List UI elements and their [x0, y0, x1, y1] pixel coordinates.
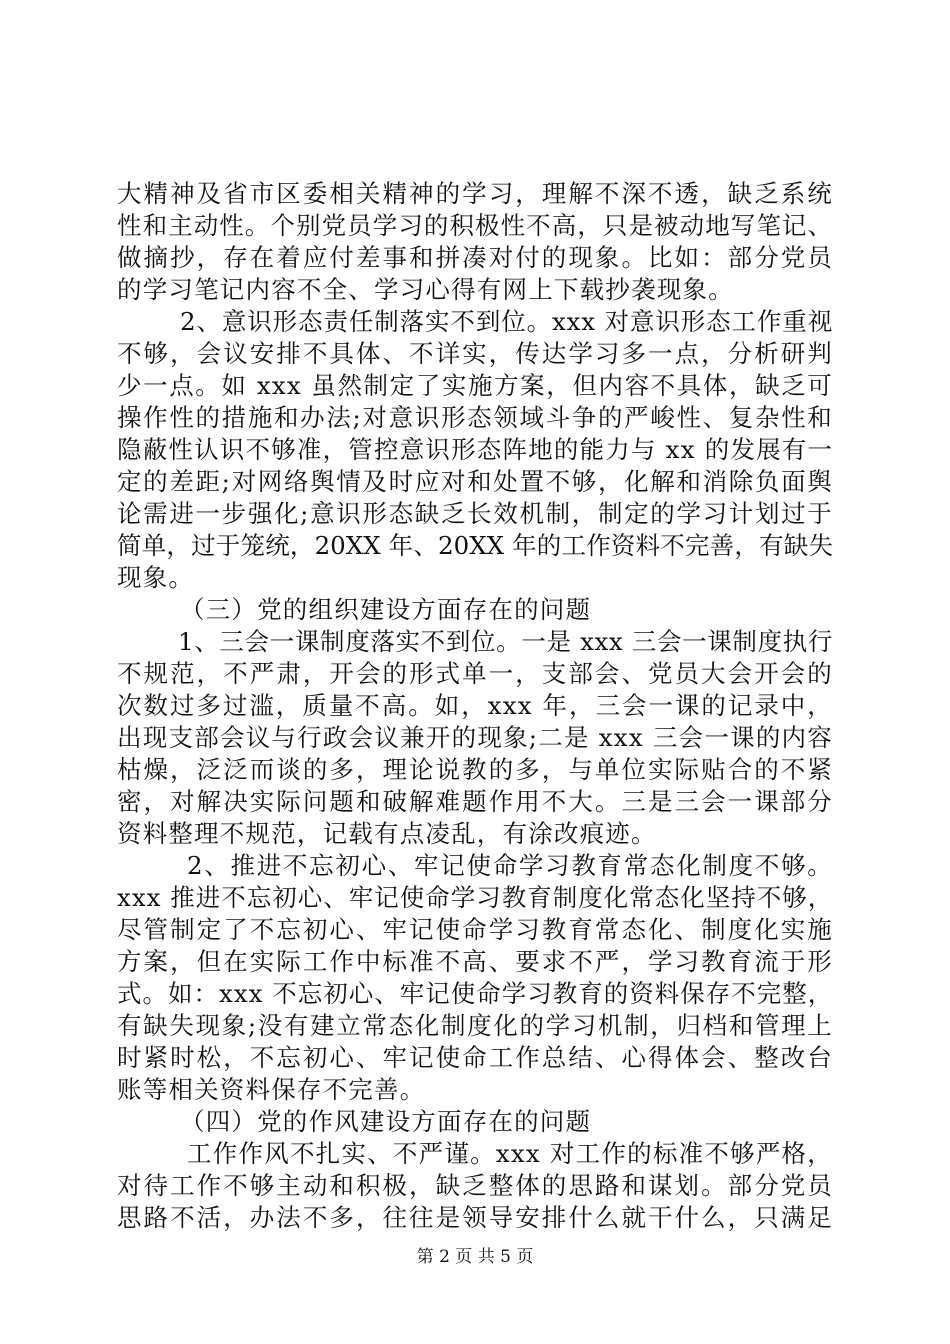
- body-text-line: 密，对解决实际问题和破解难题作用不大。三是三会一课部分: [117, 787, 833, 816]
- body-text-line: 方案，但在实际工作中标准不高、要求不严，学习教育流于形: [117, 947, 833, 976]
- body-text-line: 操作性的措施和办法;对意识形态领域斗争的严峻性、复杂性和: [117, 403, 833, 432]
- paragraph-first-line: 2、推进不忘初心、牢记使命学习教育常态化制度不够。: [187, 851, 833, 880]
- body-text-line: 简单，过于笼统，20XX 年、20XX 年的工作资料不完善，有缺失: [117, 531, 833, 560]
- paragraph-first-line: 2、意识形态责任制落实不到位。xxx 对意识形态工作重视: [180, 307, 833, 336]
- body-text-line: 论需进一步强化;意识形态缺乏长效机制，制定的学习计划过于: [117, 499, 833, 528]
- body-text-line: 时紧时松，不忘初心、牢记使命工作总结、心得体会、整改台: [117, 1043, 833, 1072]
- body-text-line: 账等相关资料保存不完善。: [117, 1075, 426, 1104]
- body-text-line: 资料整理不规范，记载有点凌乱，有涂改痕迹。: [117, 819, 657, 848]
- body-text-line: 枯燥，泛泛而谈的多，理论说教的多，与单位实际贴合的不紧: [117, 755, 833, 784]
- paragraph-first-line: 工作作风不扎实、不严谨。xxx 对工作的标准不够严格，: [187, 1139, 833, 1168]
- page-number-footer: 第 2 页 共 5 页: [416, 1247, 534, 1267]
- body-text-line: 现象。: [117, 563, 195, 592]
- section-heading: （三）党的组织建设方面存在的问题: [180, 595, 592, 624]
- body-text-line: 不够，会议安排不具体、不详实，传达学习多一点，分析研判: [117, 339, 833, 368]
- body-text-line: 大精神及省市区委相关精神的学习，理解不深不透，缺乏系统: [117, 179, 833, 208]
- body-text-line: 隐蔽性认识不够准，管控意识形态阵地的能力与 xx 的发展有一: [117, 435, 834, 464]
- body-text-line: 尽管制定了不忘初心、牢记使命学习教育常态化、制度化实施: [117, 915, 833, 944]
- body-text-line: 式。如：xxx 不忘初心、牢记使命学习教育的资料保存不完整，: [117, 979, 834, 1008]
- body-text-line: 少一点。如 xxx 虽然制定了实施方案，但内容不具体，缺乏可: [117, 371, 833, 400]
- body-text-line: 出现支部会议与行政会议兼开的现象;二是 xxx 三会一课的内容: [117, 723, 833, 752]
- body-text-line: 有缺失现象;没有建立常态化制度化的学习机制，归档和管理上: [117, 1011, 833, 1040]
- body-text-line: 定的差距;对网络舆情及时应对和处置不够，化解和消除负面舆: [117, 467, 833, 496]
- body-text-line: 次数过多过滥，质量不高。如，xxx 年，三会一课的记录中，: [117, 691, 833, 720]
- body-text-line: 对待工作不够主动和积极，缺乏整体的思路和谋划。部分党员: [117, 1171, 833, 1200]
- body-text-line: 做摘抄，存在着应付差事和拼凑对付的现象。比如：部分党员: [117, 243, 833, 272]
- body-text-line: 思路不活，办法不多，往往是领导安排什么就干什么，只满足: [117, 1203, 833, 1232]
- body-text-line: xxx 推进不忘初心、牢记使命学习教育制度化常态化坚持不够，: [117, 883, 834, 912]
- body-text-line: 不规范，不严肃，开会的形式单一，支部会、党员大会开会的: [117, 659, 833, 688]
- body-text-line: 性和主动性。个别党员学习的积极性不高，只是被动地写笔记、: [117, 211, 833, 240]
- body-text-line: 的学习笔记内容不全、学习心得有网上下载抄袭现象。: [117, 275, 734, 304]
- paragraph-first-line: 1、三会一课制度落实不到位。一是 xxx 三会一课制度执行: [178, 627, 833, 656]
- section-heading: （四）党的作风建设方面存在的问题: [180, 1107, 592, 1136]
